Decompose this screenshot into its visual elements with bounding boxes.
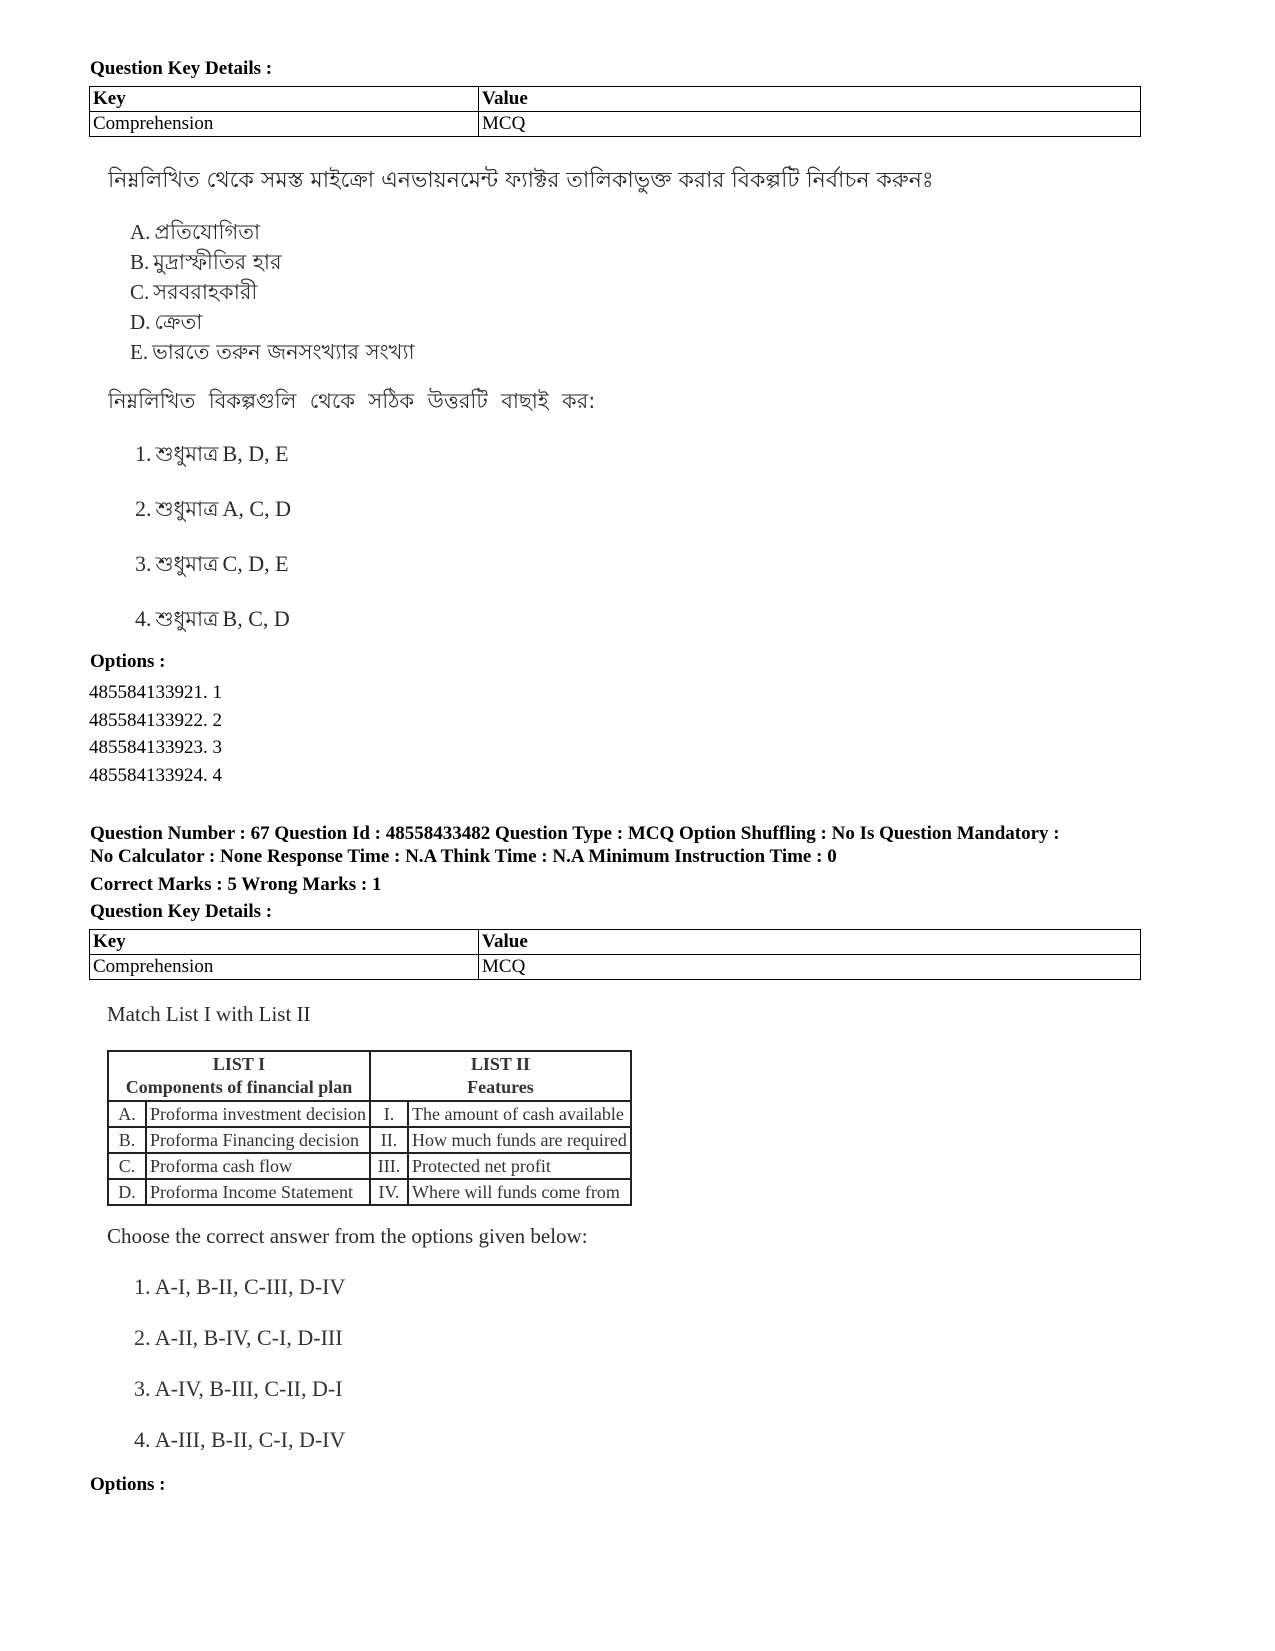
answer-option-list xyxy=(135,438,291,658)
table-row: B. Proforma Financing decision II. How much funds are required xyxy=(108,1127,631,1153)
key-value-table xyxy=(89,86,1141,137)
instruction-text: Choose the correct answer from the options given below: xyxy=(107,1224,588,1248)
answer-option-list xyxy=(134,1274,345,1478)
question-text: নিম্নলিখিত থেকে সমস্ত মাইক্রো এনভায়নমেন্ট ফ্যাক্টর তালিকাভুক্ত করার বিকল্পটি নির্বাচন করুনঃ xyxy=(108,168,934,193)
instruction-text: নিম্নলিখিত বিকল্পগুলি থেকে সঠিক উত্তরটি বাছাই কর: xyxy=(108,389,596,413)
list-item: B. মুদ্রাস্ফীতির হার xyxy=(130,250,282,274)
answer-option: 3. A-IV, B-III, C-II, D-I xyxy=(134,1376,343,1401)
question-meta-line2: No Calculator : None Response Time : N.A Think Time : N.A Minimum Instruction Time : 0 xyxy=(90,846,837,867)
table-head-key: Key xyxy=(90,87,479,112)
marks-line: Correct Marks : 5 Wrong Marks : 1 xyxy=(90,874,382,895)
option-id: 485584133924. 4 xyxy=(89,764,222,786)
answer-option: 2. শুধুমাত্র A, C, D xyxy=(135,496,291,521)
key-details-label: Question Key Details : xyxy=(90,58,273,79)
table-cell-value: MCQ xyxy=(479,955,1141,980)
table-cell-key: Comprehension xyxy=(90,112,479,137)
options-label: Options : xyxy=(90,651,166,672)
list2-header: LIST II Features xyxy=(370,1051,631,1101)
table-head-key: Key xyxy=(90,930,479,955)
table-cell-value: MCQ xyxy=(479,112,1141,137)
list-item: E. ভারতে তরুন জনসংখ্যার সংখ্যা xyxy=(130,340,415,364)
option-id: 485584133921. 1 xyxy=(89,682,222,703)
list1-header: LIST I Components of financial plan xyxy=(108,1051,370,1101)
key-value-table xyxy=(89,929,1141,980)
question-text: Match List I with List II xyxy=(107,1002,311,1026)
table-head-value: Value xyxy=(479,87,1141,112)
table-row: A. Proforma investment decision I. The amount of cash available xyxy=(108,1101,631,1127)
question-meta-line1: Question Number : 67 Question Id : 48558433482 Question Type : MCQ Option Shuffling : No Is Question Mandatory : xyxy=(90,823,1060,844)
table-row: C. Proforma cash flow III. Protected net profit xyxy=(108,1153,631,1179)
answer-option: 1. শুধুমাত্র B, D, E xyxy=(135,441,289,466)
item-list xyxy=(130,216,415,366)
answer-option: 4. শুধুমাত্র B, C, D xyxy=(135,606,290,631)
answer-option: 1. A-I, B-II, C-III, D-IV xyxy=(134,1274,346,1299)
match-list-table xyxy=(107,1050,632,1206)
list-item: D. ক্রেতা xyxy=(130,310,203,334)
table-head-value: Value xyxy=(479,930,1141,955)
answer-option: 3. শুধুমাত্র C, D, E xyxy=(135,551,289,576)
table-row: D. Proforma Income Statement IV. Where will funds come from xyxy=(108,1179,631,1205)
options-label: Options : xyxy=(90,1474,166,1495)
option-id: 485584133922. 2 xyxy=(89,709,222,731)
option-id-list xyxy=(89,679,222,789)
key-details-label: Question Key Details : xyxy=(90,901,273,922)
list-item: A. প্রতিযোগিতা xyxy=(130,220,261,244)
option-id: 485584133923. 3 xyxy=(89,737,222,758)
table-cell-key: Comprehension xyxy=(90,955,479,980)
answer-option: 2. A-II, B-IV, C-I, D-III xyxy=(134,1325,343,1350)
answer-option: 4. A-III, B-II, C-I, D-IV xyxy=(134,1427,346,1452)
list-item: C. সরবরাহকারী xyxy=(130,280,258,304)
